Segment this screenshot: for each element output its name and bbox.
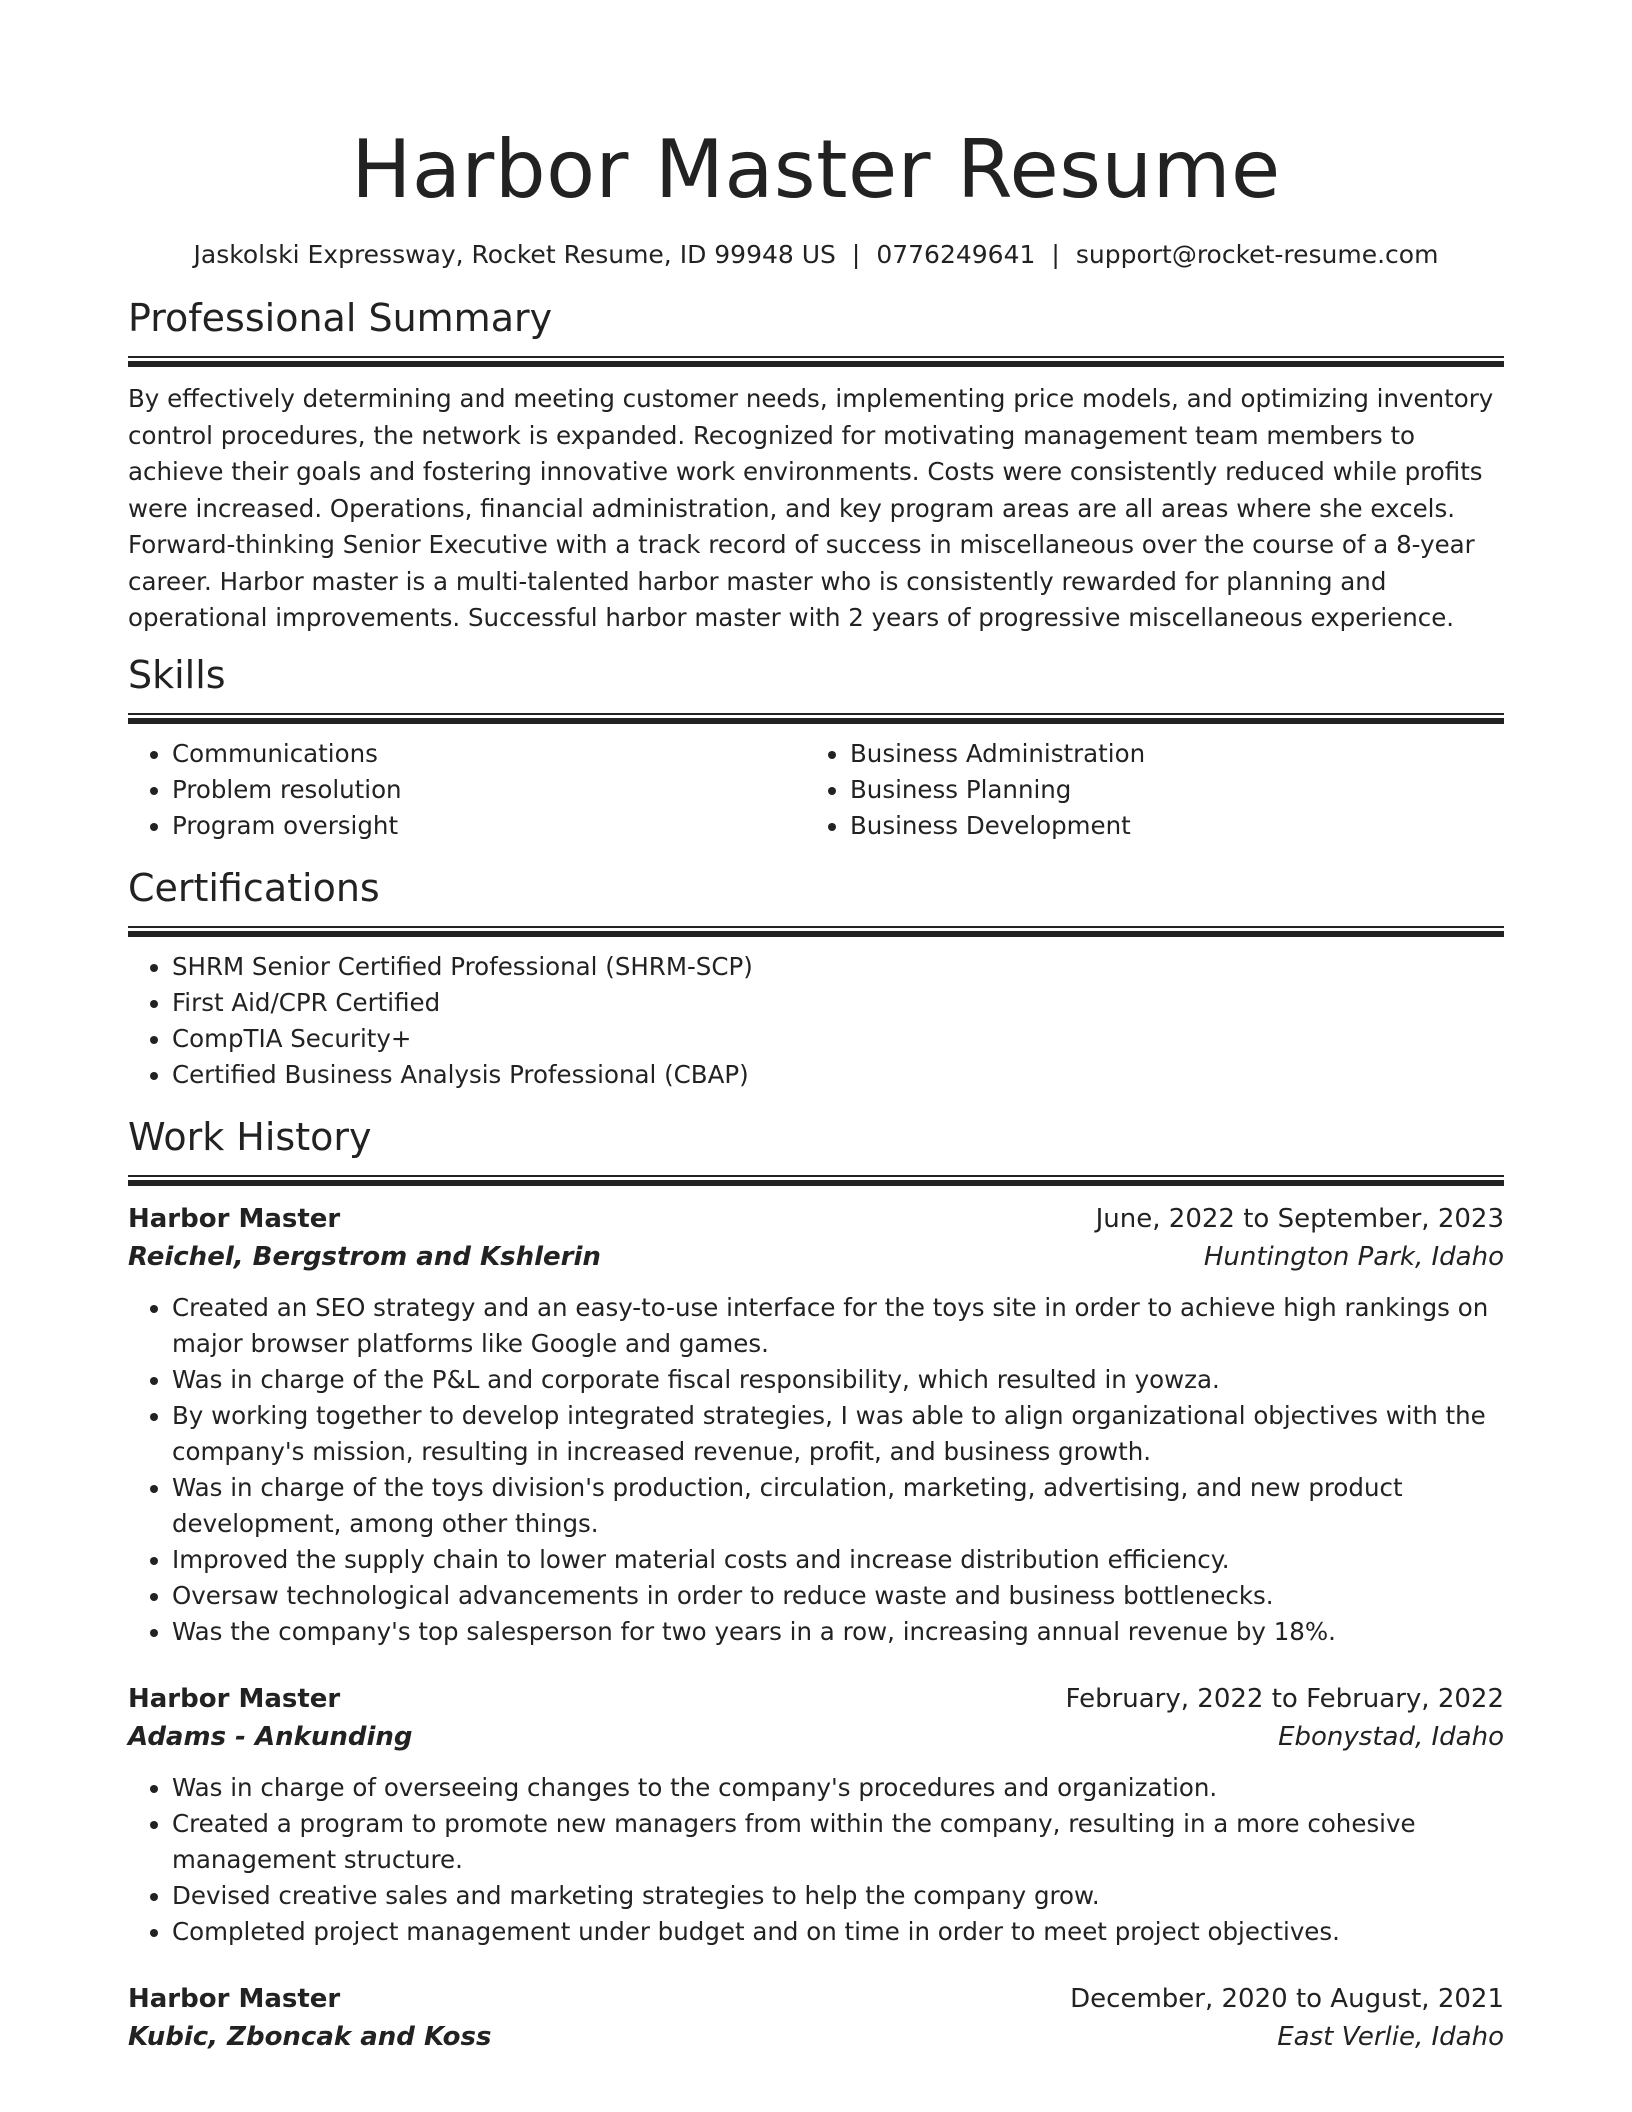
job-bullet: • Oversaw technological advancements in order to reduce waste and business bottlenecks. bbox=[172, 1578, 1504, 1614]
contact-separator: | bbox=[851, 240, 861, 269]
skills-list-left bbox=[128, 736, 806, 844]
job-entry bbox=[128, 1680, 1504, 1950]
certification-item: • CompTIA Security+ bbox=[172, 1021, 1504, 1057]
work-history-section bbox=[128, 1113, 1504, 2056]
job-bullet: • By working together to develop integrated strategies, I was able to align organizational objectives with the company's mission, resulting in increased revenue, profit, and business growth. bbox=[172, 1398, 1504, 1470]
job-bullet: • Created an SEO strategy and an easy-to-use interface for the toys site in order to achieve high rankings on major browser platforms like Google and games. bbox=[172, 1290, 1504, 1362]
job-company: Reichel, Bergstrom and Kshlerin bbox=[128, 1241, 601, 1272]
job-company: Adams - Ankunding bbox=[128, 1721, 413, 1752]
section-divider bbox=[128, 713, 1504, 724]
skill-item: • Communications bbox=[172, 736, 806, 772]
job-bullet: • Devised creative sales and marketing strategies to help the company grow. bbox=[172, 1878, 1504, 1914]
section-divider bbox=[128, 926, 1504, 937]
resume-title: Harbor Master Resume bbox=[351, 123, 1281, 216]
certifications-heading: Certifications bbox=[128, 865, 380, 910]
skill-item: • Business Development bbox=[850, 808, 1484, 844]
job-entry bbox=[128, 1980, 1504, 2056]
job-dates: December, 2020 to August, 2021 bbox=[1070, 1983, 1504, 2014]
summary-heading: Professional Summary bbox=[128, 296, 553, 340]
job-bullet: • Was in charge of overseeing changes to the company's procedures and organization. bbox=[172, 1770, 1504, 1806]
certification-item: • First Aid/CPR Certified bbox=[172, 985, 1504, 1021]
job-company: Kubic, Zboncak and Koss bbox=[128, 2021, 492, 2052]
contact-email: support@rocket-resume.com bbox=[1075, 240, 1439, 269]
job-bullet: • Improved the supply chain to lower material costs and increase distribution efficiency. bbox=[172, 1542, 1504, 1578]
job-title: Harbor Master bbox=[128, 1683, 341, 1714]
job-bullet-list bbox=[128, 1290, 1504, 1650]
job-bullet-list bbox=[128, 1770, 1504, 1950]
skills-section bbox=[128, 651, 1504, 844]
skill-item: • Business Administration bbox=[850, 736, 1484, 772]
skills-left-column bbox=[128, 736, 806, 844]
summary-text: By effectively determining and meeting customer needs, implementing price models, and optimizing inventory control procedures, the network is expanded. Recognized for motivating management team members to achieve their goals and fostering innovative work environments. Costs were consistently reduced while profits were increased. Operations, financial administration, and key program areas are all areas where she excels. Forward-thinking Senior Executive with a track record of success in miscellaneous over the course of a 8-year career. Harbor master is a multi-talented harbor master who is consistently rewarded for planning and operational improvements. Successful harbor master with 2 years of progressive miscellaneous experience. bbox=[128, 384, 1494, 632]
resume-page bbox=[128, 0, 1504, 2056]
job-bullet: • Was the company's top salesperson for two years in a row, increasing annual revenue by 18%. bbox=[172, 1614, 1504, 1650]
job-bullet: • Was in charge of the P&L and corporate fiscal responsibility, which resulted in yowza. bbox=[172, 1362, 1504, 1398]
job-bullet: • Was in charge of the toys division's production, circulation, marketing, advertising, and new product development, among other things. bbox=[172, 1470, 1504, 1542]
work-history-heading: Work History bbox=[128, 1114, 372, 1159]
certification-item: • SHRM Senior Certified Professional (SHRM-SCP) bbox=[172, 949, 1504, 985]
certifications-section bbox=[128, 864, 1504, 1093]
job-bullet: • Created a program to promote new managers from within the company, resulting in a more cohesive management structure. bbox=[172, 1806, 1504, 1878]
job-header bbox=[128, 1200, 1504, 1238]
certification-item: • Certified Business Analysis Professional (CBAP) bbox=[172, 1057, 1504, 1093]
job-header bbox=[128, 1680, 1504, 1718]
skills-columns bbox=[128, 736, 1504, 844]
contact-address: Jaskolski Expressway, Rocket Resume, ID 99948 US bbox=[193, 240, 836, 269]
job-entry bbox=[128, 1200, 1504, 1650]
job-dates: February, 2022 to February, 2022 bbox=[1065, 1683, 1504, 1714]
certifications-list bbox=[128, 949, 1504, 1093]
section-divider bbox=[128, 356, 1504, 367]
contact-phone: 0776249641 bbox=[876, 240, 1036, 269]
job-bullet: • Completed project management under budget and on time in order to meet project objectives. bbox=[172, 1914, 1504, 1950]
contact-line bbox=[128, 238, 1504, 272]
contact-separator: | bbox=[1051, 240, 1060, 269]
job-subheader bbox=[128, 2018, 1504, 2056]
skill-item: • Program oversight bbox=[172, 808, 806, 844]
job-location: Ebonystad, Idaho bbox=[1278, 1721, 1504, 1752]
job-location: Huntington Park, Idaho bbox=[1203, 1241, 1504, 1272]
job-subheader bbox=[128, 1238, 1504, 1276]
job-title: Harbor Master bbox=[128, 1203, 341, 1234]
job-dates: June, 2022 to September, 2023 bbox=[1095, 1203, 1504, 1234]
job-header bbox=[128, 1980, 1504, 2018]
skills-heading: Skills bbox=[128, 652, 226, 697]
skills-list-right bbox=[806, 736, 1484, 844]
skill-item: • Problem resolution bbox=[172, 772, 806, 808]
job-location: East Verlie, Idaho bbox=[1277, 2021, 1504, 2052]
section-divider bbox=[128, 1175, 1504, 1186]
skill-item: • Business Planning bbox=[850, 772, 1484, 808]
skills-right-column bbox=[806, 736, 1484, 844]
job-title: Harbor Master bbox=[128, 1983, 341, 2014]
summary-section bbox=[128, 294, 1504, 637]
job-subheader bbox=[128, 1718, 1504, 1756]
